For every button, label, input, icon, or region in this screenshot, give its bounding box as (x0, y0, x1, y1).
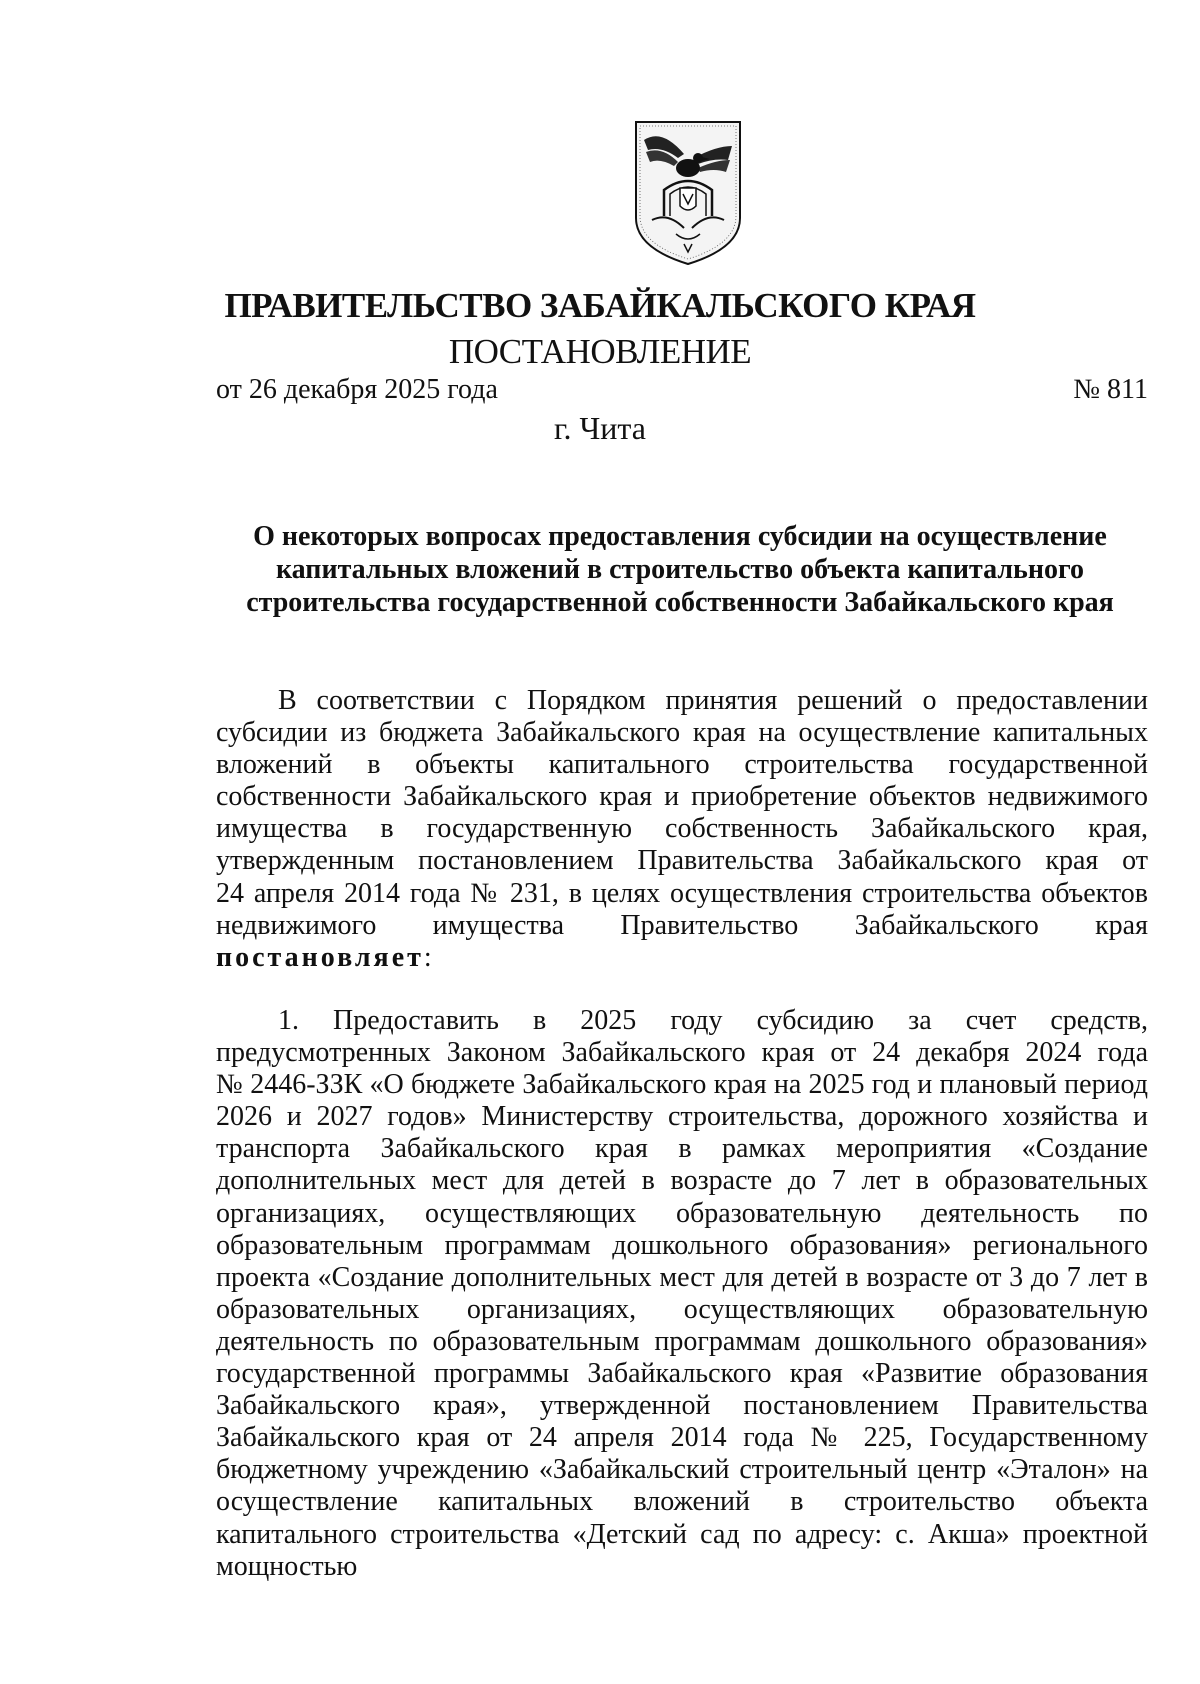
text-line: мощностью (216, 1550, 358, 1582)
text-line: недвижимого имущества Правительство Забайкальского края (216, 909, 1148, 941)
text-line: субсидии из бюджета Забайкальского края на осуществление капитальных (216, 717, 1148, 749)
text-line: капитального строительства «Детский сад по адресу: с. Акша» проектной (216, 1518, 1148, 1550)
text-line: проекта «Создание дополнительных мест для детей в возрасте от 3 до 7 лет в (216, 1261, 1148, 1293)
text-line: образовательных организациях, осуществляющих образовательную (216, 1293, 1148, 1325)
text-line: вложений в объекты капитального строительства государственной (216, 749, 1148, 781)
document-date: от 26 декабря 2025 года (216, 374, 498, 405)
text-line: организациях, осуществляющих образовательную деятельность по (216, 1197, 1148, 1229)
coat-of-arms-icon (628, 116, 748, 268)
text-line: дополнительных мест для детей в возрасте до 7 лет в образовательных (216, 1165, 1148, 1197)
government-name: ПРАВИТЕЛЬСТВО ЗАБАЙКАЛЬСКОГО КРАЯ (224, 286, 976, 325)
clause-1-paragraph (216, 1005, 1148, 1583)
text-line: собственности Забайкальского края и приобретение объектов недвижимого (216, 781, 1148, 813)
text-line: государственной программы Забайкальского края «Развитие образования (216, 1358, 1148, 1390)
text-line: 24 апреля 2014 года № 231, в целях осуществления строительства объектов (216, 877, 1148, 909)
preamble-paragraph (216, 685, 1148, 974)
text-line: транспорта Забайкальского края в рамках мероприятия «Создание (216, 1133, 1148, 1165)
text-line: 1. Предоставить в 2025 году субсидию за счет средств, (278, 1005, 1148, 1036)
text-line: деятельность по образовательным программам дошкольного образования» (216, 1325, 1148, 1357)
title-line: О некоторых вопросах предоставления субсидии на осуществление (253, 521, 1107, 552)
resolves-line (216, 942, 1148, 974)
text-line: В соответствии с Порядком принятия решений о предоставлении (278, 685, 1148, 716)
document-city: г. Чита (553, 410, 646, 446)
document-type: ПОСТАНОВЛЕНИЕ (448, 332, 752, 371)
document-title (230, 520, 1130, 619)
text-line: 2026 и 2027 годов» Министерству строительства, дорожного хозяйства и (216, 1101, 1148, 1133)
resolves-word: постановляет (216, 941, 424, 973)
text-line: осуществление капитальных вложений в строительство объекта (216, 1486, 1148, 1518)
text-line: образовательным программам дошкольного образования» регионального (216, 1229, 1148, 1261)
text-line: утвержденным постановлением Правительства Забайкальского края от (216, 845, 1148, 877)
title-line: капитальных вложений в строительство объекта капитального (275, 554, 1085, 585)
text-line: имущества в государственную собственность Забайкальского края, (216, 813, 1148, 845)
text-line: Забайкальского края от 24 апреля 2014 года № 225, Государственному (216, 1422, 1148, 1454)
document-number: № 811 (1073, 374, 1148, 405)
title-line: строительства государственной собственности Забайкальского края (246, 587, 1114, 618)
text-line: Забайкальского края», утвержденной постановлением Правительства (216, 1390, 1148, 1422)
text-line: № 2446-ЗЗК «О бюджете Забайкальского края на 2025 год и плановый период (216, 1069, 1148, 1101)
resolves-punct: : (423, 941, 432, 973)
text-line: предусмотренных Законом Забайкальского края от 24 декабря 2024 года (216, 1037, 1148, 1069)
text-line: бюджетному учреждению «Забайкальский строительный центр «Эталон» на (216, 1454, 1148, 1486)
